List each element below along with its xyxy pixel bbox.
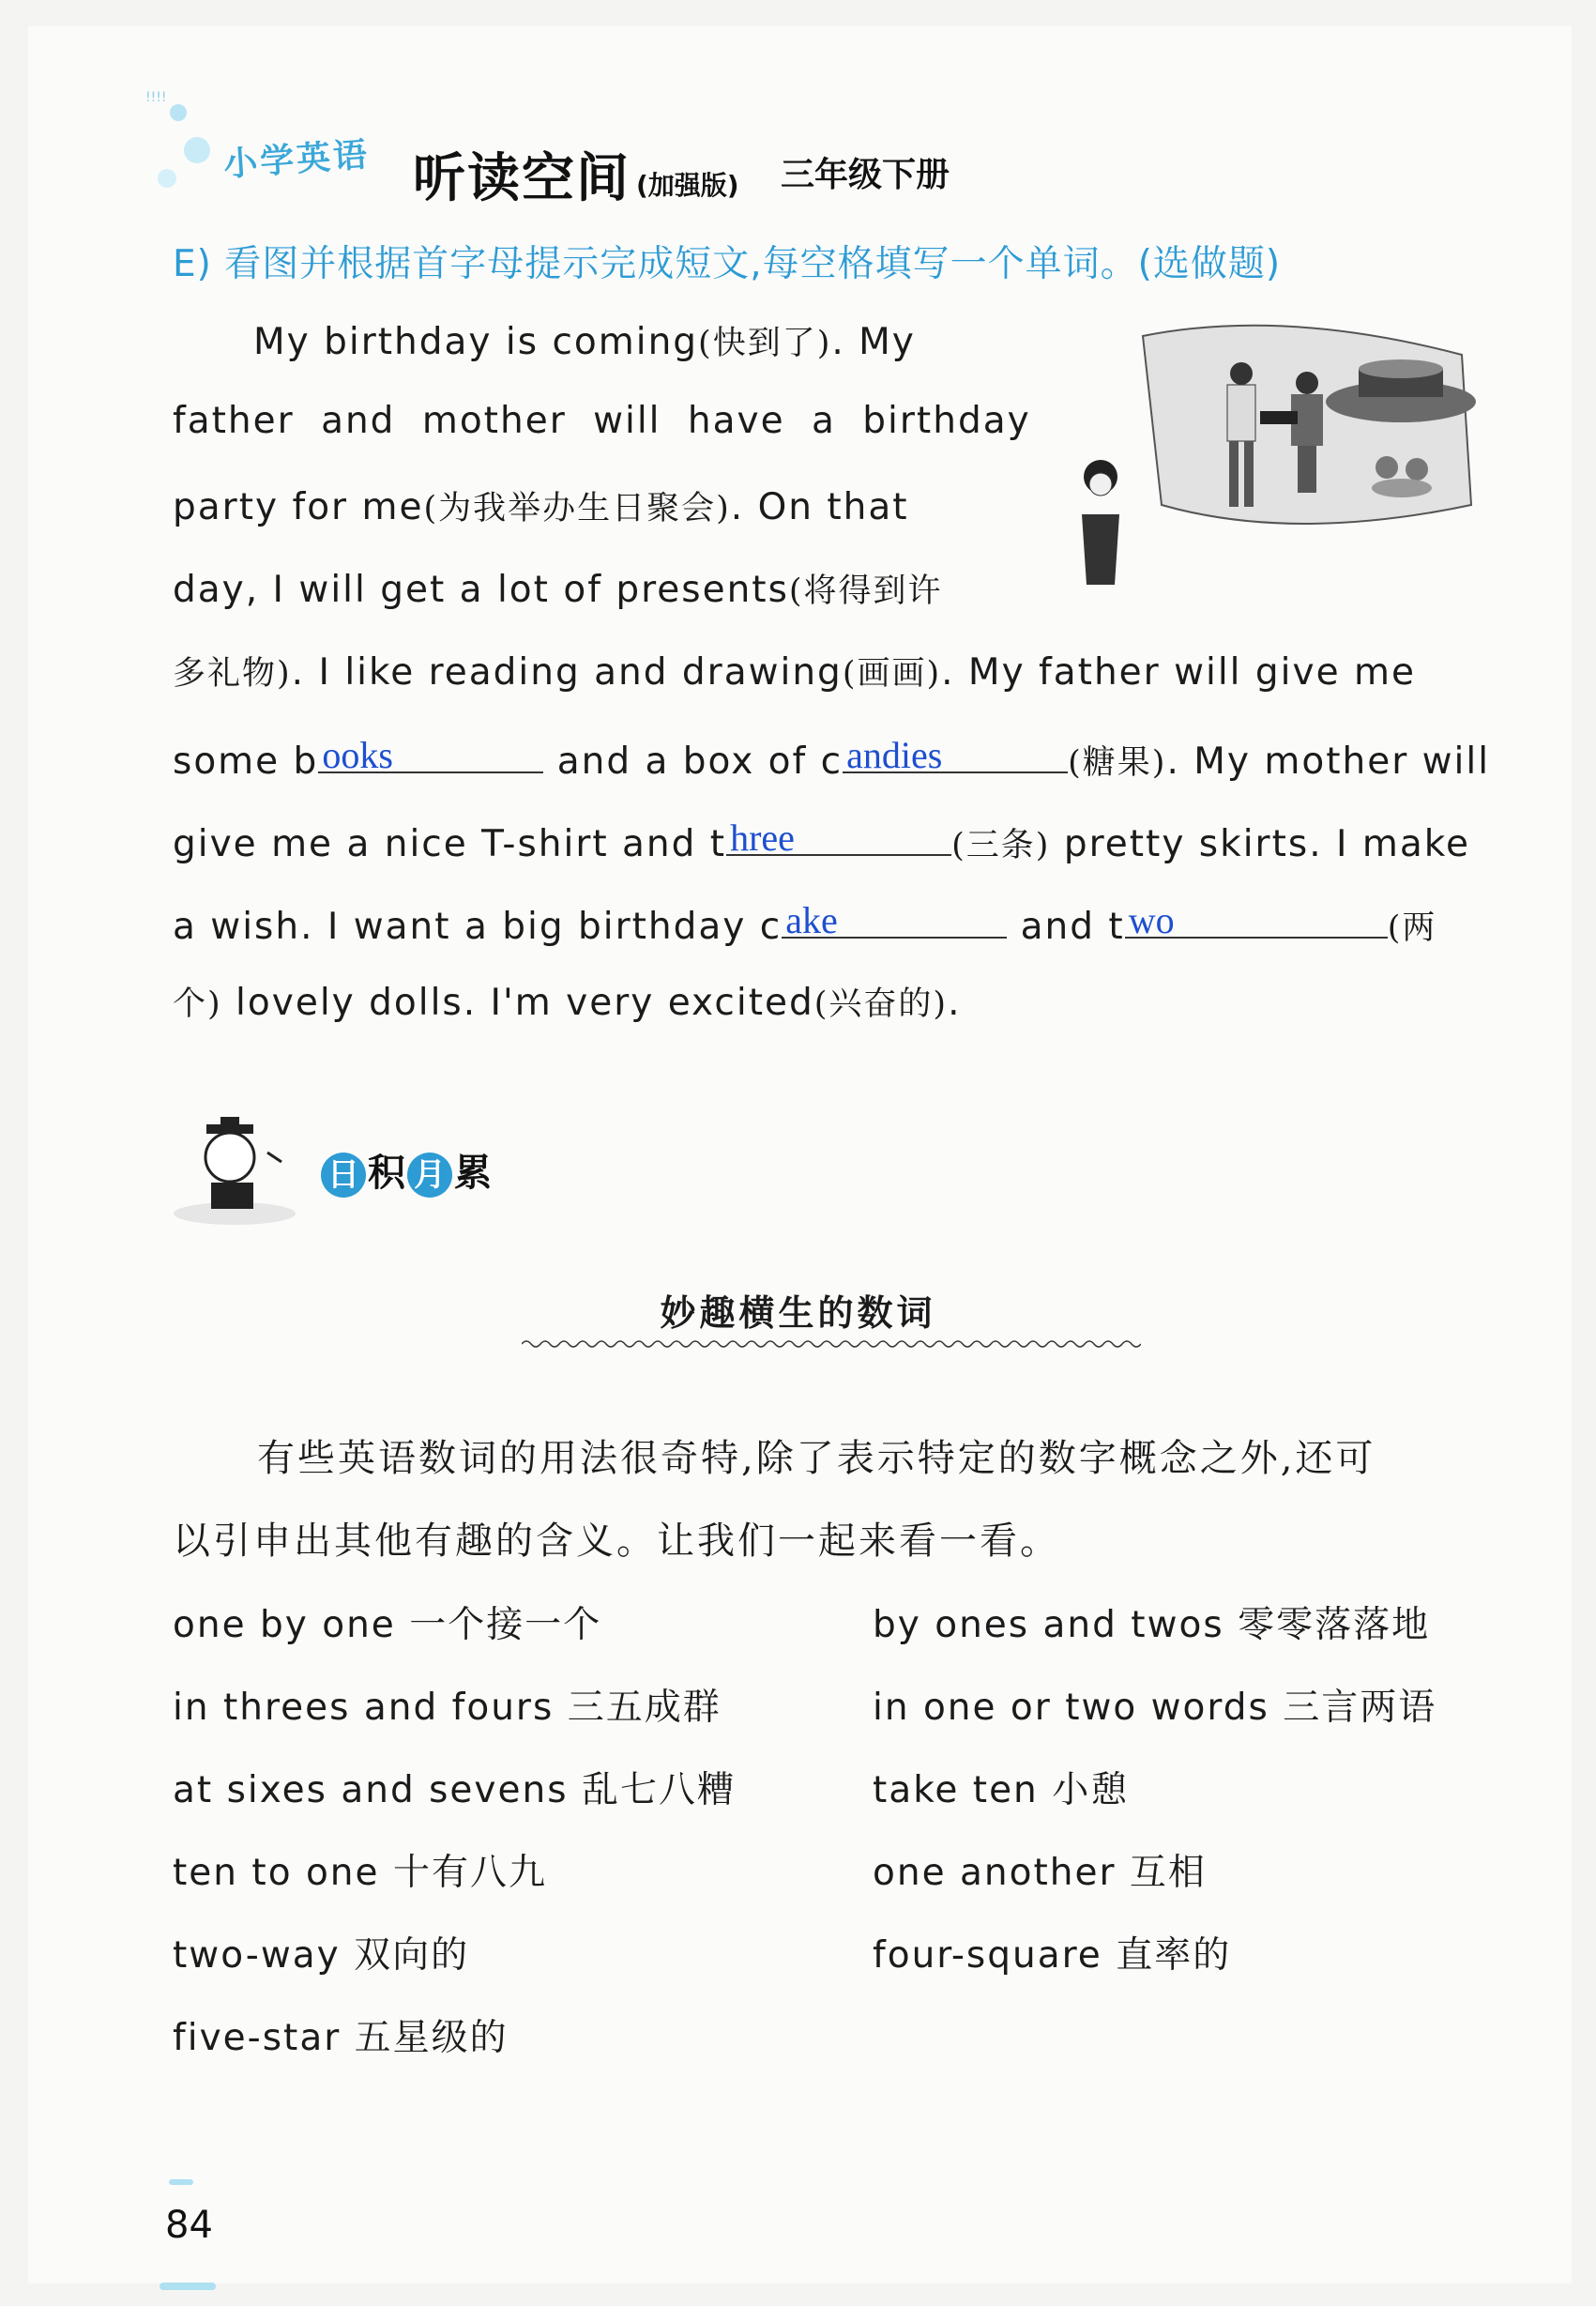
idiom-item: two-way 双向的 <box>173 1934 470 1977</box>
idiom-item: one by one 一个接一个 <box>173 1604 602 1646</box>
idiom-item: in threes and fours 三五成群 <box>173 1687 722 1729</box>
answer-blank-candies[interactable]: andies <box>843 730 1068 773</box>
title-underline-wave <box>522 1336 1141 1352</box>
passage-line-6: some b ooks and a box of c andies (糖果). My mother will <box>173 730 1490 784</box>
grade-label: 三年级下册 <box>781 156 950 194</box>
svg-text:!!!!: !!!! <box>145 90 167 105</box>
idiom-item: in one or two words 三言两语 <box>873 1687 1437 1729</box>
intro-paragraph-line-1: 有些英语数词的用法很奇特,除了表示特定的数字概念之外,还可 <box>257 1437 1376 1480</box>
birthday-party-illustration <box>1077 317 1490 589</box>
idiom-item: at sixes and sevens 乱七八糟 <box>173 1769 736 1811</box>
badge-label: 日 积 月 累 <box>319 1143 492 1198</box>
passage-line-7: give me a nice T-shirt and t hree (三条) pretty skirts. I make <box>173 813 1470 866</box>
book-header <box>141 84 985 209</box>
passage-line-1: My birthday is coming(快到了). My <box>253 321 916 363</box>
passage-line-5: 多礼物). I like reading and drawing(画画). My father will give me <box>173 651 1416 694</box>
section-title: 妙趣横生的数词 <box>660 1292 936 1334</box>
decor-sprinkle-icon <box>141 84 225 206</box>
brand-title: 听读空间 <box>413 148 631 209</box>
mascot-icon <box>169 1106 310 1228</box>
series-name: 小学英语 <box>221 135 372 185</box>
section-badge <box>169 1106 582 1228</box>
page-decor-mark <box>160 2283 216 2290</box>
answer-blank-cake[interactable]: ake <box>782 895 1007 939</box>
passage-line-4: day, I will get a lot of presents(将得到许 <box>173 569 943 611</box>
passage-line-2: father and mother will have a birthday <box>173 400 1031 442</box>
idiom-item: by ones and twos 零零落落地 <box>873 1604 1431 1646</box>
idiom-item: one another 互相 <box>873 1852 1207 1894</box>
answer-blank-books[interactable]: ooks <box>318 730 543 773</box>
answer-blank-two[interactable]: wo <box>1125 895 1388 939</box>
page-decor-mark <box>169 2179 193 2185</box>
question-heading: E) 看图并根据首字母提示完成短文,每空格填写一个单词。(选做题) <box>173 243 1282 285</box>
intro-paragraph-line-2: 以引申出其他有趣的含义。让我们一起来看一看。 <box>173 1520 1060 1563</box>
passage-line-8: a wish. I want a big birthday c ake and t wo (两 <box>173 895 1436 949</box>
brand-edition: (加强版) <box>636 170 739 201</box>
idiom-item: take ten 小憩 <box>873 1769 1130 1811</box>
passage-line-9: 个) lovely dolls. I'm very excited(兴奋的). <box>173 982 962 1024</box>
idiom-item: ten to one 十有八九 <box>173 1852 547 1894</box>
passage-line-3: party for me(为我举办生日聚会). On that <box>173 486 909 528</box>
idiom-item: five-star 五星级的 <box>173 2017 509 2059</box>
answer-blank-three[interactable]: hree <box>726 813 951 856</box>
page-number: 84 <box>165 2204 213 2247</box>
idiom-item: four-square 直率的 <box>873 1934 1232 1977</box>
